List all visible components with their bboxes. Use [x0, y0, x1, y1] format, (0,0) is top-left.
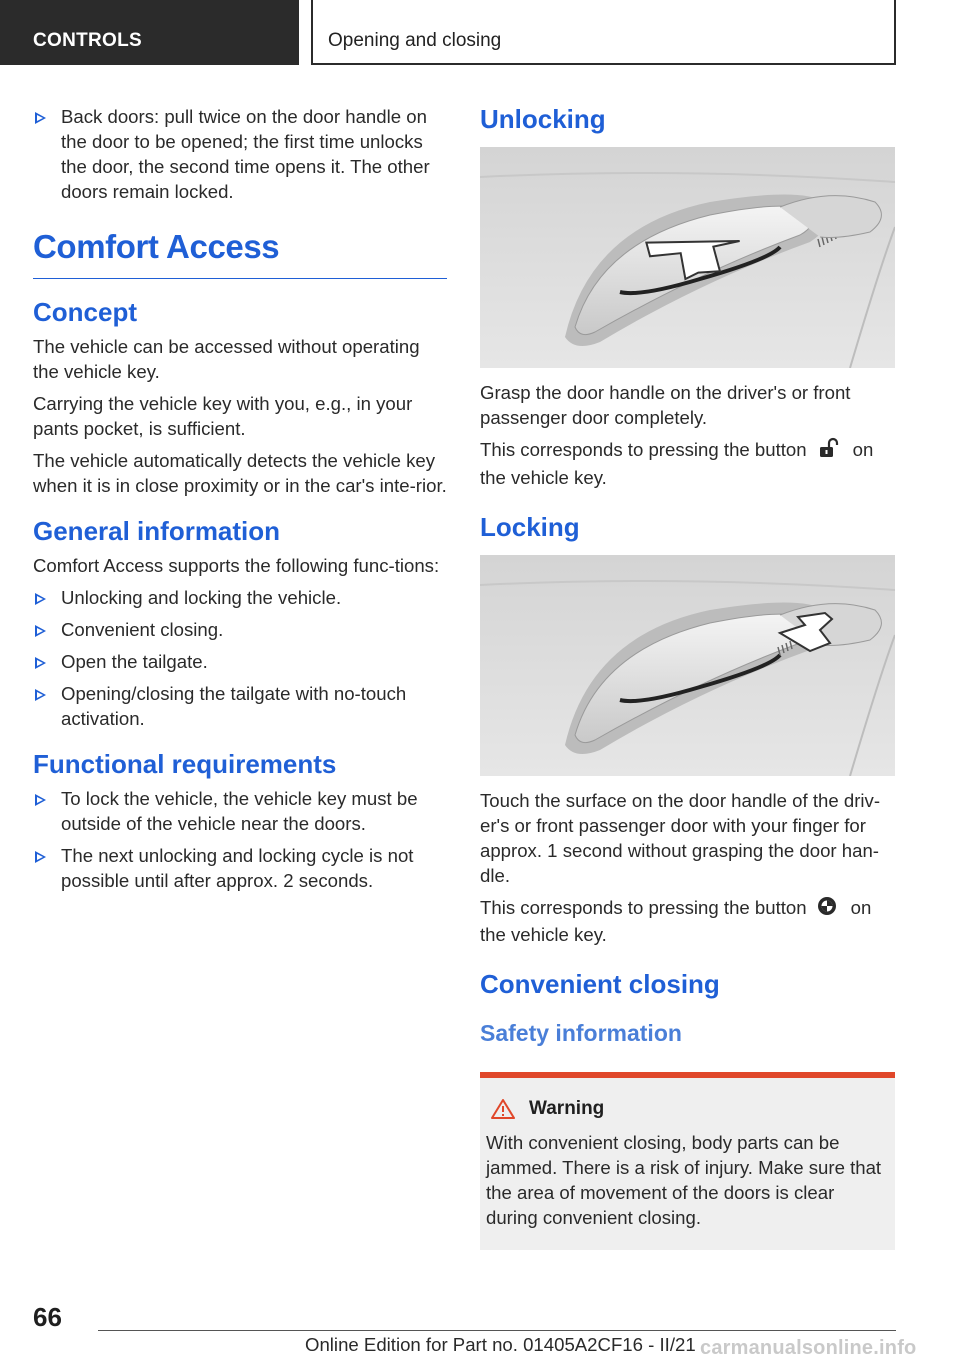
heading-functional-requirements: Functional requirements — [33, 749, 337, 779]
warning-box — [480, 1072, 895, 1250]
heading-concept: Concept — [33, 297, 137, 327]
paragraph: Touch the surface on the door handle of the driv-er's or front passenger door with your finger for approx. 1 second without grasping the door han-dle. — [480, 790, 881, 887]
section-tab — [0, 0, 299, 65]
intro-bullet-list — [33, 104, 447, 204]
heading-unlocking: Unlocking — [480, 104, 606, 134]
chapter-title: Opening and closing — [328, 30, 502, 51]
section-heading-comfort-access: Comfort Access — [33, 228, 447, 279]
warning-triangle-icon — [490, 1098, 516, 1120]
paragraph: The vehicle automatically detects the vehicle key when it is in close proximity or in the car's inte-rior. — [33, 450, 447, 496]
edition-text: Online Edition for Part no. 01405A2CF16 - II/21 — [305, 1334, 696, 1355]
functional-bullet-list — [33, 786, 447, 893]
general-bullet-list — [33, 585, 447, 731]
paragraph: Carrying the vehicle key with you, e.g., in your pants pocket, is sufficient. — [33, 393, 413, 439]
bullet-triangle-icon — [35, 112, 46, 124]
paragraph: Comfort Access supports the following func-tions: — [33, 555, 440, 576]
chapter-tab — [311, 0, 896, 65]
bmw-logo-icon — [817, 896, 837, 922]
list-item: To lock the vehicle, the vehicle key must be outside of the vehicle near the doors. — [33, 786, 447, 836]
warning-title: Warning — [486, 1098, 889, 1120]
list-item: The next unlocking and locking cycle is not possible until after approx. 2 seconds. — [33, 843, 447, 893]
watermark: carmanualsonline.info — [700, 1337, 917, 1359]
page-number: 66 — [33, 1302, 62, 1332]
footer-divider — [98, 1330, 896, 1331]
heading-safety-information: Safety information — [480, 1020, 682, 1047]
heading-locking: Locking — [480, 512, 580, 543]
paragraph-button-unlock: This corresponds to pressing the button on the vehicle key. — [480, 439, 874, 489]
list-item: Convenient closing. — [33, 617, 447, 642]
bullet-triangle-icon — [35, 657, 46, 669]
right-column — [480, 104, 895, 1250]
list-item: Unlocking and locking the vehicle. — [33, 585, 447, 610]
warning-text: With convenient closing, body parts can be jammed. There is a risk of injury. Make sure that the area of movement of the doors is clear during convenient closing. — [486, 1132, 882, 1229]
heading-convenient-closing: Convenient closing — [480, 969, 720, 1000]
door-handle-unlocking-image — [480, 147, 895, 368]
unlock-icon — [817, 437, 839, 465]
section-title: CONTROLS — [33, 30, 143, 51]
list-item: Opening/closing the tailgate with no-touch activation. — [33, 681, 447, 731]
list-item: Back doors: pull twice on the door handle on the door to be opened; the first time unlocks the door, the second time opens it. The other doors remain locked. — [33, 104, 447, 204]
list-item: Open the tailgate. — [33, 649, 447, 674]
bullet-triangle-icon — [35, 851, 46, 863]
door-handle-locking-image — [480, 555, 895, 776]
left-column — [33, 104, 447, 900]
bullet-triangle-icon — [35, 625, 46, 637]
paragraph: The vehicle can be accessed without operating the vehicle key. — [33, 336, 420, 382]
bullet-triangle-icon — [35, 794, 46, 806]
paragraph-button-lock: This corresponds to pressing the button on the vehicle key. — [480, 897, 872, 946]
heading-general-information: General information — [33, 516, 281, 546]
bullet-triangle-icon — [35, 593, 46, 605]
bullet-triangle-icon — [35, 689, 46, 701]
paragraph: Grasp the door handle on the driver's or front passenger door completely. — [480, 382, 851, 428]
